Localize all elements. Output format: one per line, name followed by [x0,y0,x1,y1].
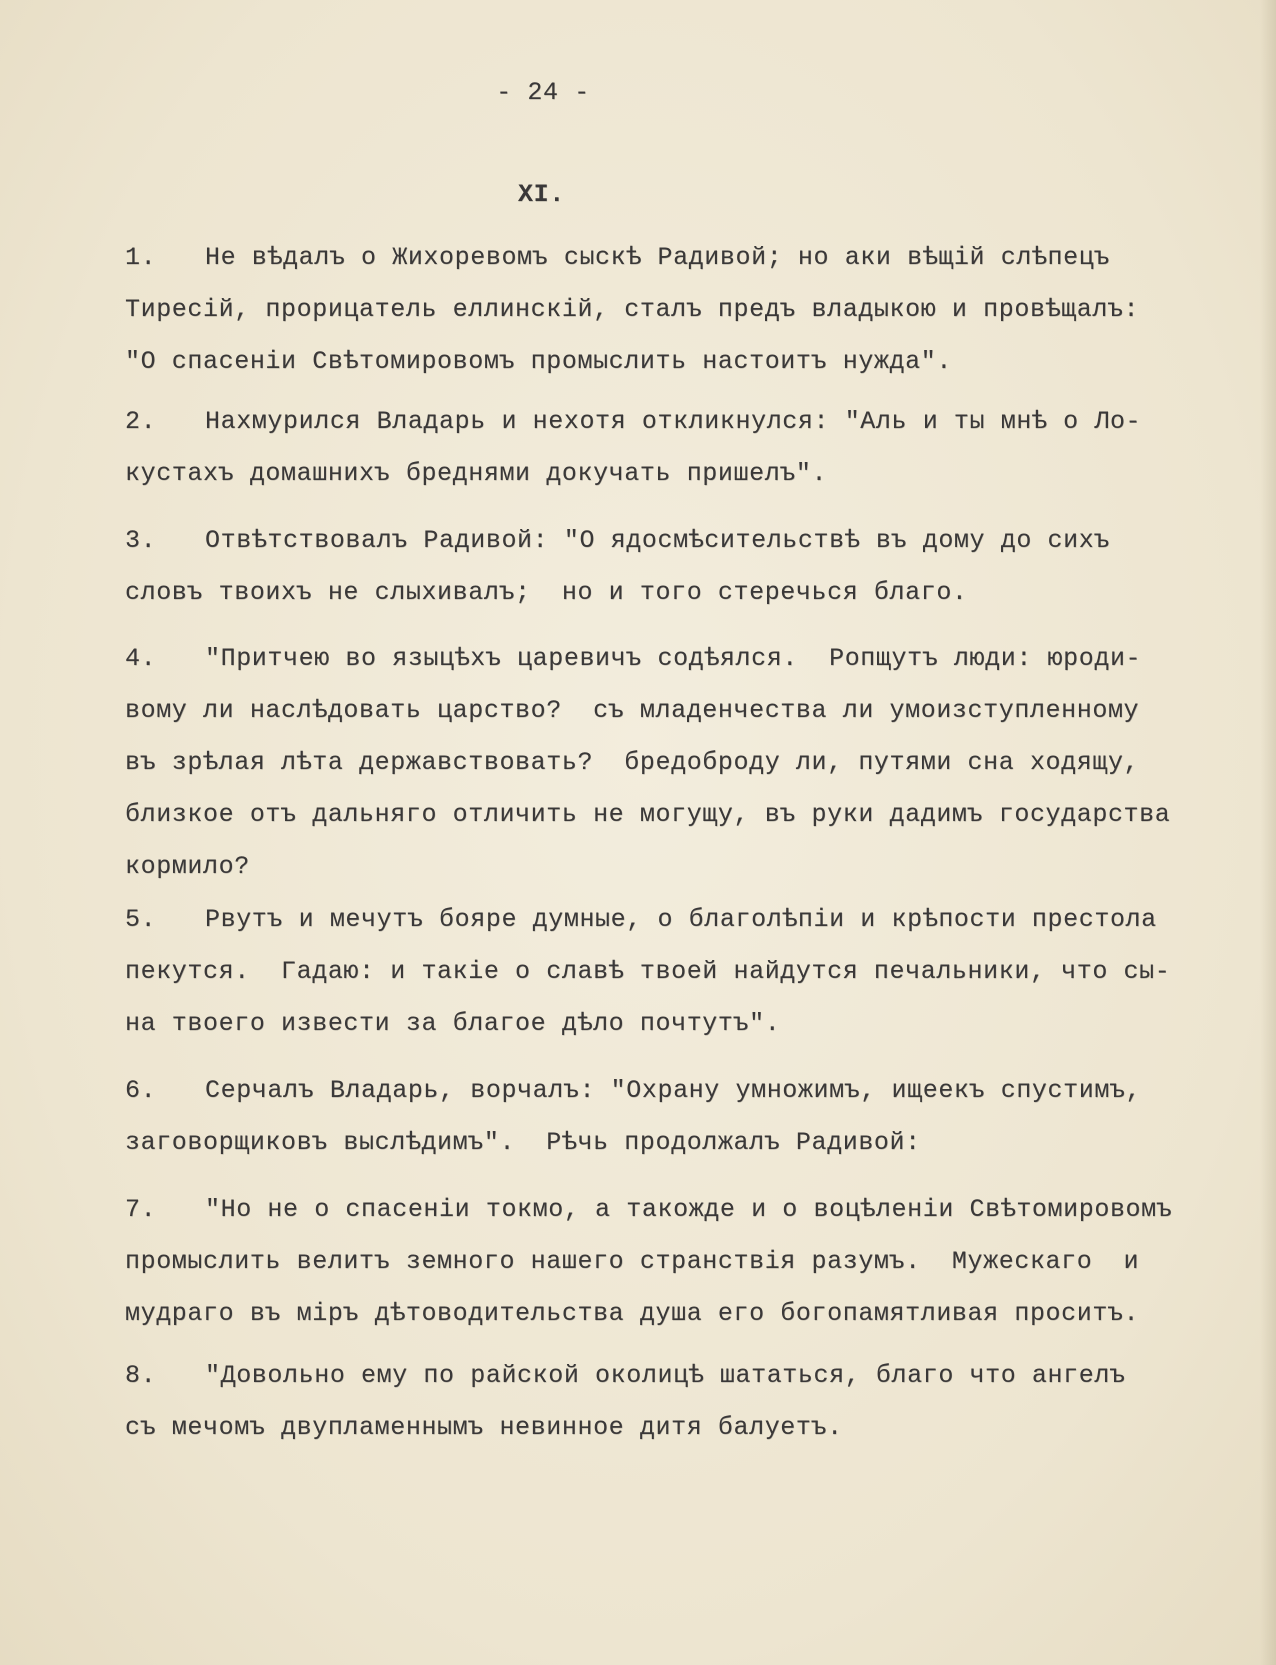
paragraph-text: "Но не о спасеніи токмо, а такожде и о воцѣленіи Свѣтомировомъ [205,1195,1173,1224]
paragraph-line: "О спасеніи Свѣтомировомъ промыслить настоитъ нужда". [125,347,952,376]
section-title: XI. [518,180,565,209]
paragraph-line [125,894,1245,946]
paragraph-7 [125,1184,1245,1340]
paragraph-number: 7. [125,1195,157,1224]
paragraph-6 [125,1065,1245,1169]
paragraph-1 [125,232,1245,388]
paragraph-line: Тиресій, прорицатель еллинскій, сталъ предъ владыкою и провѣщалъ: [125,295,1140,324]
paragraph-line [125,396,1245,448]
paragraph-text: "Притчею во языцѣхъ царевичъ содѣялся. Ропщутъ люди: юроди- [205,644,1142,673]
paragraph-text: Рвутъ и мечутъ бояре думные, о благолѣпіи и крѣпости престола [205,905,1157,934]
page-edge-shadow [1260,0,1276,1665]
paragraph-text: Серчалъ Владарь, ворчалъ: "Охрану умножимъ, ищеекъ спустимъ, [205,1076,1142,1105]
paragraph-line: пекутся. Гадаю: и такіе о славѣ твоей найдутся печальники, что сы- [125,957,1171,986]
paragraph-number: 6. [125,1076,157,1105]
paragraph-line: кормило? [125,852,250,881]
paragraph-3 [125,515,1245,619]
paragraph-line: близкое отъ дальняго отличить не могущу, въ руки дадимъ государства [125,800,1171,829]
paragraph-line [125,1065,1245,1117]
paragraph-line [125,1184,1245,1236]
paragraph-line: словъ твоихъ не слыхивалъ; но и того стеречься благо. [125,578,968,607]
paragraph-line: мудраго въ міръ дѣтоводительства душа его богопамятливая проситъ. [125,1299,1140,1328]
paragraph-line [125,232,1245,284]
page-number: - 24 - [496,78,590,107]
paragraph-line: съ мечомъ двупламеннымъ невинное дитя балуетъ. [125,1413,843,1442]
paragraph-line: въ зрѣлая лѣта державствовать? бредоброду ли, путями сна ходящу, [125,748,1140,777]
paragraph-8 [125,1350,1245,1454]
paragraph-number: 5. [125,905,157,934]
paragraph-number: 1. [125,243,157,272]
paragraph-line: кустахъ домашнихъ бреднями докучать пришелъ". [125,459,828,488]
paragraph-number: 4. [125,644,157,673]
paragraph-line: вому ли наслѣдовать царство? съ младенчества ли умоизступленному [125,696,1140,725]
paragraph-number: 8. [125,1361,157,1390]
paragraph-number: 2. [125,407,157,436]
paragraph-line: на твоего извести за благое дѣло почтутъ". [125,1009,781,1038]
paragraph-number: 3. [125,526,157,555]
paragraph-line [125,1350,1245,1402]
paragraph-5 [125,894,1245,1050]
paragraph-2 [125,396,1245,500]
paragraph-text: Отвѣтствовалъ Радивой: "О ядосмѣсительствѣ въ дому до сихъ [205,526,1110,555]
paragraph-text: "Довольно ему по райской околицѣ шататься, благо что ангелъ [205,1361,1126,1390]
paragraph-line [125,515,1245,567]
paragraph-text: Не вѣдалъ о Жихоревомъ сыскѣ Радивой; но аки вѣщій слѣпецъ [205,243,1110,272]
paragraph-line: промыслить велитъ земного нашего странствія разумъ. Мужескаго и [125,1247,1140,1276]
paragraph-line: заговорщиковъ выслѣдимъ". Рѣчь продолжалъ Радивой: [125,1128,921,1157]
paragraph-4 [125,633,1245,893]
paragraph-text: Нахмурился Владарь и нехотя откликнулся: "Аль и ты мнѣ о Ло- [205,407,1142,436]
paragraph-line [125,633,1245,685]
